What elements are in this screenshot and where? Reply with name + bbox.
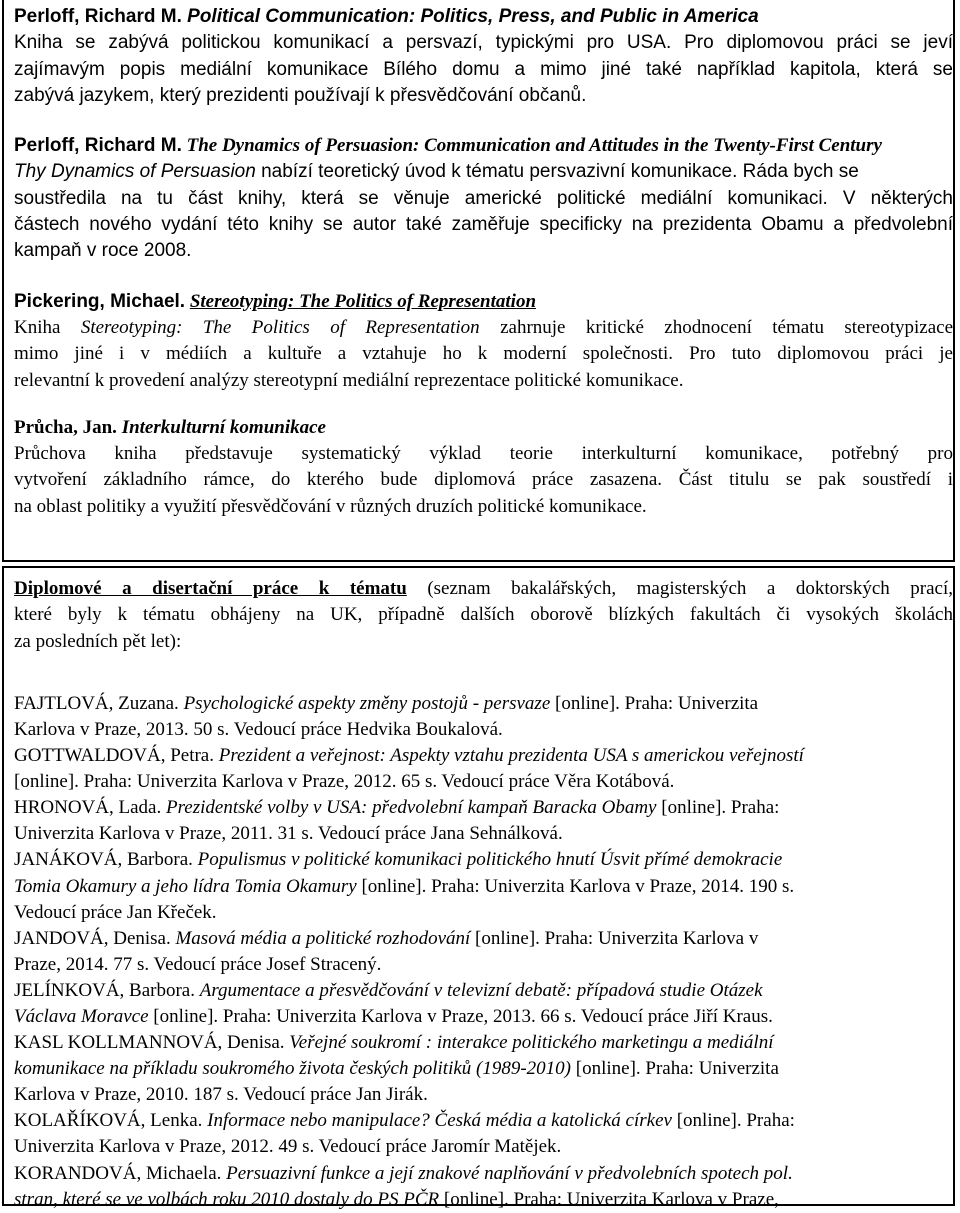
thesis-text: JANÁKOVÁ, Barbora. [14, 849, 198, 871]
thesis-entry [14, 1161, 953, 1213]
thesis-title: Informace nebo manipulace? Česká média a katolická církev [207, 1110, 672, 1132]
thesis-entry-line [14, 769, 953, 795]
thesis-text: [online]. Praha: Univerzita Karlova v [470, 927, 759, 949]
book-description-line: zabývá jazykem, který prezidenti používají k přesvědčování občanů. [14, 84, 587, 106]
thesis-text: [online]. Praha: Univerzita Karlova v Praze, 2014. 190 s. [356, 875, 795, 897]
book-heading [14, 415, 953, 441]
thesis-text: JANDOVÁ, Denisa. [14, 927, 176, 949]
thesis-entry-line [14, 1082, 953, 1108]
thesis-entry [14, 795, 953, 847]
thesis-text: Univerzita Karlova v Praze, 2012. 49 s. Vedoucí práce Jaromír Matějek. [14, 1136, 562, 1158]
thesis-entry [14, 847, 953, 925]
book-entry [14, 415, 953, 520]
thesis-entry-line [14, 795, 953, 821]
theses-intro [14, 576, 953, 655]
book-description-text: zahrnuje kritické zhodnocení tématu stereotypizace [500, 316, 954, 338]
thesis-title: stran, které se ve volbách roku 2010 dostaly do PS PČR [14, 1188, 440, 1210]
book-heading [14, 289, 953, 315]
book-title: Stereotyping: The Politics of Representation [189, 290, 537, 312]
book-description-line: kampaň v roce 2008. [14, 240, 192, 262]
thesis-text: KORANDOVÁ, Michaela. [14, 1162, 227, 1184]
book-description-line: mimo jiné i v médiích a kultuře a vztahuje ho k moderní společnosti. Pro tuto diplomovou práci je [14, 343, 953, 365]
thesis-text: Karlova v Praze, 2013. 50 s. Vedoucí práce Hedvika Boukalová. [14, 718, 503, 740]
thesis-list [14, 691, 953, 1213]
thesis-title: Veřejné soukromí : interakce politického marketingu a mediální [289, 1032, 774, 1054]
thesis-title: Václava Moravce [14, 1006, 149, 1028]
thesis-text: [online]. Praha: Univerzita Karlova v Praze, 2013. 66 s. Vedoucí práce Jiří Kraus. [148, 1006, 773, 1028]
book-author: Perloff, Richard M. [14, 6, 182, 27]
thesis-entry-line [14, 952, 953, 978]
book-description-line: na oblast politiky a využití přesvědčování v různých druzích politické komunikace. [14, 495, 647, 517]
thesis-text: [online]. Praha: Univerzita Karlova v Praze, 2012. 65 s. Vedoucí práce Věra Kotábová. [14, 771, 675, 793]
thesis-entry [14, 1030, 953, 1108]
thesis-entry-line [14, 1004, 953, 1030]
theses-intro-text: (seznam bakalářských, magisterských a doktorských prací, [427, 578, 953, 599]
theses-intro-line: které byly k tématu obhájeny na UK, případně dalších oborově blízkých fakultách či vysokých školách [14, 604, 953, 626]
thesis-entry-line [14, 847, 953, 873]
theses-intro-line: za posledních pět let): [14, 630, 182, 652]
thesis-entry [14, 743, 953, 795]
thesis-entry-line [14, 1108, 953, 1134]
book-title-inline: Thy Dynamics of Persuasion [14, 161, 256, 183]
thesis-text: KASL KOLLMANNOVÁ, Denisa. [14, 1032, 290, 1054]
thesis-entry [14, 691, 953, 743]
thesis-entry-line [14, 691, 953, 717]
thesis-title: Prezident a veřejnost: Aspekty vztahu prezidenta USA s americkou veřejností [218, 745, 804, 767]
book-author: Perloff, Richard M. [14, 135, 182, 157]
thesis-entry [14, 978, 953, 1030]
thesis-title: komunikace na příkladu soukromého života českých politiků (1989-2010) [14, 1058, 572, 1080]
thesis-text: [online]. Praha: [656, 797, 780, 819]
thesis-entry-line [14, 821, 953, 847]
book-description-line [14, 315, 953, 341]
book-entry [14, 4, 953, 109]
theses-intro-line [14, 576, 953, 602]
annotated-literature-section [2, 0, 955, 562]
thesis-title: Prezidentské volby v USA: předvolební kampaň Baracka Obamy [165, 797, 657, 819]
book-author: Průcha, Jan. [14, 416, 117, 438]
thesis-text: [online]. Praha: Univerzita [571, 1058, 779, 1080]
thesis-text: GOTTWALDOVÁ, Petra. [14, 745, 219, 767]
thesis-title: Tomia Okamury a jeho lídra Tomia Okamury [14, 875, 357, 897]
thesis-text: FAJTLOVÁ, Zuzana. [14, 692, 184, 714]
book-description-line: relevantní k provedení analýzy stereotypní mediální reprezentace politické komunikace. [14, 369, 684, 391]
book-heading [14, 133, 953, 159]
thesis-entry-line [14, 1134, 953, 1160]
thesis-text: [online]. Praha: Univerzita [550, 692, 759, 714]
book-title: Political Communication: Politics, Press, and Public in America [187, 6, 759, 27]
book-entry [14, 289, 953, 394]
thesis-text: HRONOVÁ, Lada. [14, 797, 166, 819]
thesis-text: [online]. Praha: [671, 1110, 795, 1132]
thesis-entry-line [14, 900, 953, 926]
book-description-line [14, 159, 953, 185]
thesis-entry-line [14, 743, 953, 769]
thesis-text: KOLAŘÍKOVÁ, Lenka. [14, 1110, 208, 1132]
book-title-inline: Stereotyping: The Politics of Representation [80, 316, 480, 338]
book-description-line: Průchova kniha představuje systematický výklad teorie interkulturní komunikace, potřebný pro [14, 443, 953, 465]
thesis-entry [14, 1108, 953, 1160]
thesis-title: Persuazivní funkce a její znakové naplňování v předvolebních spotech pol. [226, 1162, 793, 1184]
theses-heading: Diplomové a disertační práce k tématu [14, 578, 407, 599]
thesis-entry [14, 926, 953, 978]
thesis-text: Praze, 2014. 77 s. Vedoucí práce Josef Stracený. [14, 953, 382, 975]
thesis-text: Univerzita Karlova v Praze, 2011. 31 s. Vedoucí práce Jana Sehnálková. [14, 823, 563, 845]
thesis-entry-line [14, 1161, 953, 1187]
thesis-entry-line [14, 717, 953, 743]
book-entry [14, 133, 953, 264]
thesis-entry-line [14, 1056, 953, 1082]
book-description-text: Kniha [14, 316, 61, 338]
book-description-line: zajímavým popis mediální komunikace Bílého domu a mimo jiné také například kapitola, která se [14, 58, 953, 80]
thesis-text: JELÍNKOVÁ, Barbora. [14, 979, 200, 1001]
thesis-entry-line [14, 978, 953, 1004]
thesis-entry-line [14, 874, 953, 900]
thesis-text: Karlova v Praze, 2010. 187 s. Vedoucí práce Jan Jirák. [14, 1084, 428, 1106]
book-description-line: částech nového vydání této knihy se autor také zaměřuje specificky na prezidenta Obamu a předvolební [14, 214, 953, 236]
book-description-line: Kniha se zabývá politickou komunikací a persvazí, typickými pro USA. Pro diplomovou práci se jeví [14, 32, 953, 54]
book-description-line: soustředila na tu část knihy, která se věnuje americké politické mediální komunikaci. V některých [14, 187, 953, 209]
book-author: Pickering, Michael. [14, 290, 186, 312]
thesis-title: Argumentace a přesvědčování v televizní debatě: případová studie Otázek [199, 979, 763, 1001]
thesis-text: [online]. Praha: Univerzita Karlova v Praze, [439, 1188, 779, 1210]
thesis-entry-line [14, 926, 953, 952]
thesis-entry-line [14, 1030, 953, 1056]
book-heading [14, 4, 953, 30]
book-title: The Dynamics of Persuasion: Communication and Attitudes in the Twenty-First Century [186, 135, 882, 157]
theses-section [2, 566, 955, 1210]
thesis-title: Masová média a politické rozhodování [175, 927, 471, 949]
book-title: Interkulturní komunikace [121, 416, 326, 438]
thesis-title: Psychologické aspekty změny postojů - persvaze [183, 692, 551, 714]
book-description-text: nabízí teoretický úvod k tématu persvazivní komunikace. Ráda bych se [261, 161, 859, 183]
book-description-line: vytvoření základního rámce, do kterého bude diplomová práce zasazena. Část titulu se pak soustředí i [14, 469, 953, 491]
thesis-title: Populismus v politické komunikaci politického hnutí Úsvit přímé demokracie [197, 849, 783, 871]
thesis-text: Vedoucí práce Jan Křeček. [14, 901, 217, 923]
